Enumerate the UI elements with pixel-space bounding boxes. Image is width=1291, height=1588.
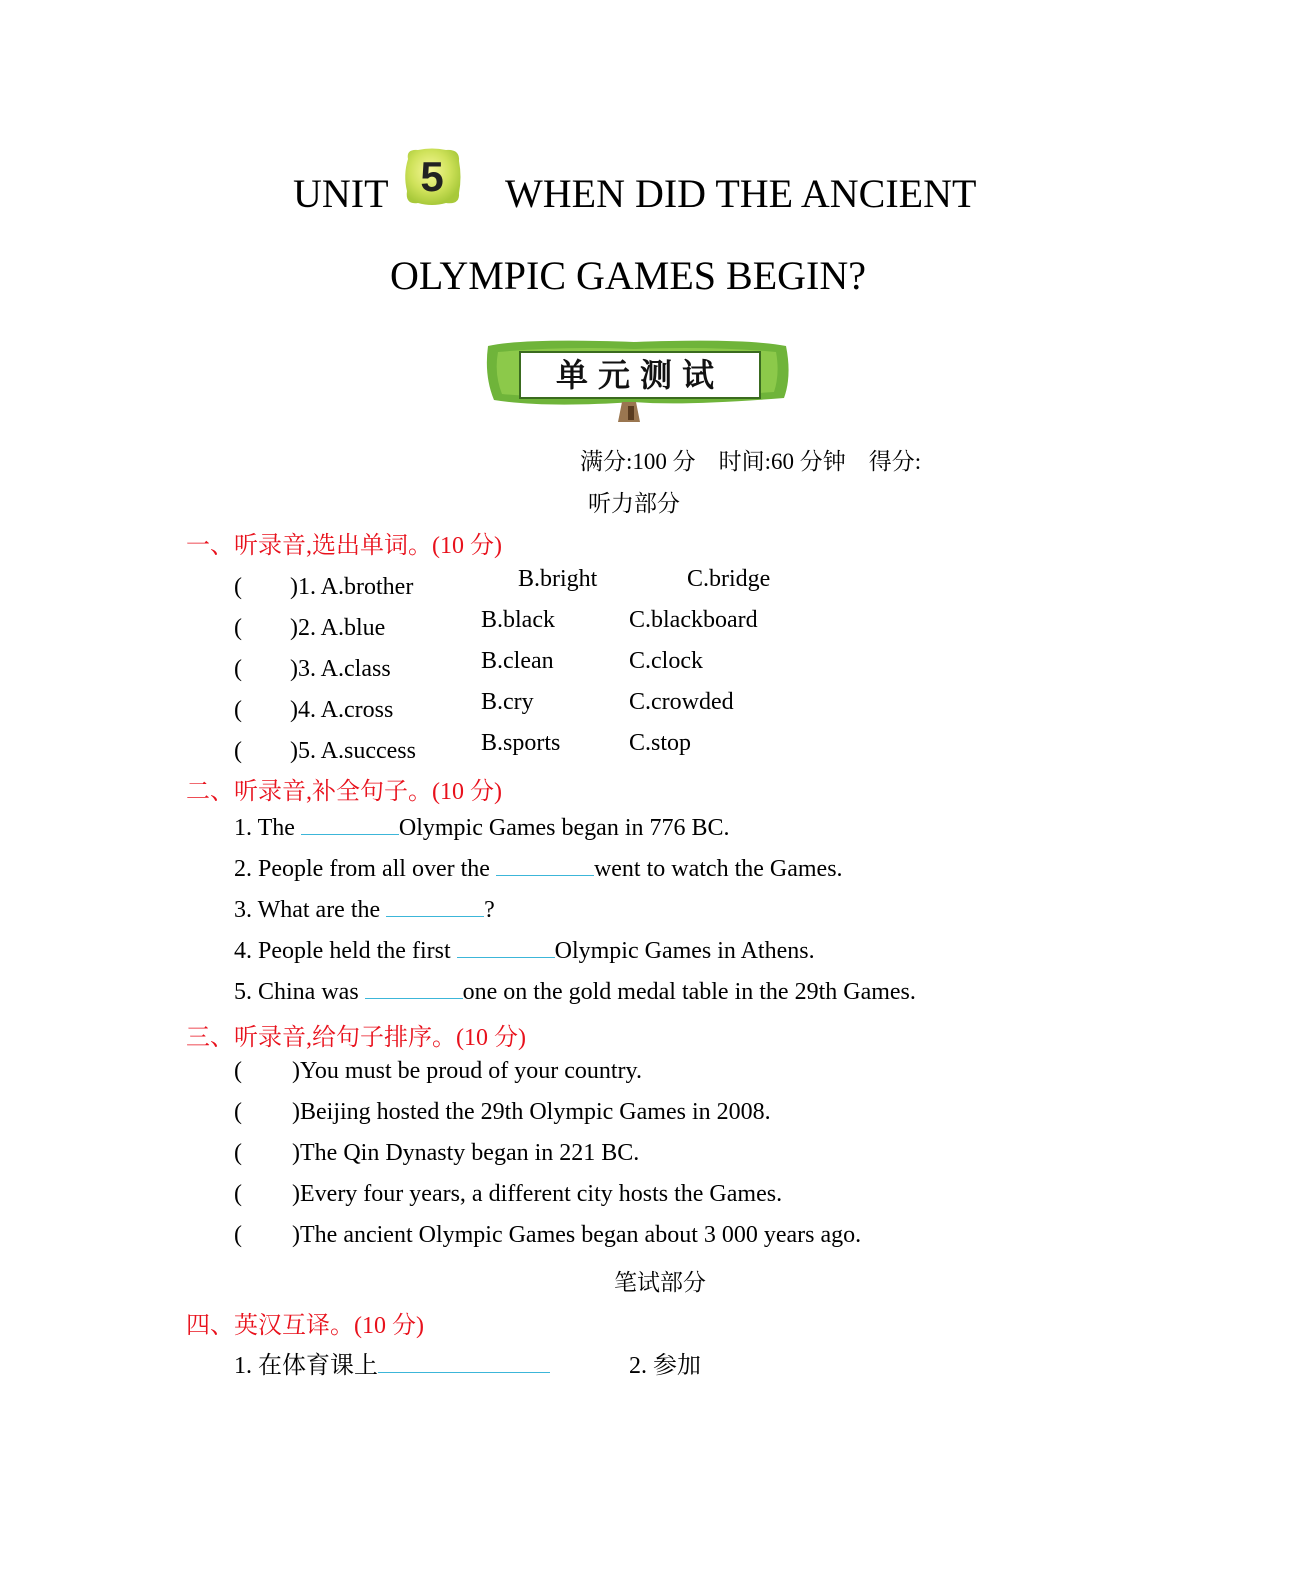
s2-text-before: 4. People held the first <box>234 938 457 964</box>
s1-option-c: C.blackboard <box>629 607 758 633</box>
s1-option-b: B.clean <box>481 648 554 674</box>
section-3-heading: 三、听录音,给句子排序。(10 分) <box>186 1025 526 1051</box>
s3-paren-open: ( <box>234 1222 242 1248</box>
s1-item-1 <box>234 566 413 601</box>
s4-item-2: 2. 参加 <box>629 1353 701 1379</box>
s2-text-before: 3. What are the <box>234 897 387 923</box>
s1-item-number: ( )3. <box>234 656 316 682</box>
s3-paren-close: ) <box>292 1099 300 1125</box>
s1-item-2 <box>234 607 385 642</box>
s3-sentence <box>292 1222 861 1249</box>
s2-sentence-1 <box>234 812 730 842</box>
title-line-2: OLYMPIC GAMES BEGIN? <box>390 253 866 298</box>
s3-sentence <box>292 1181 782 1208</box>
unit-number-badge <box>400 145 464 209</box>
s1-item-3 <box>234 648 391 683</box>
s3-text: Every four years, a different city hosts the Games. <box>300 1181 783 1207</box>
s1-item-number: ( )4. <box>234 697 316 723</box>
unit-number: 5 <box>420 153 444 200</box>
s3-paren-close: ) <box>292 1058 300 1084</box>
s2-text-before: 1. The <box>234 815 301 841</box>
section-2-heading: 二、听录音,补全句子。(10 分) <box>186 779 502 805</box>
s2-text-after: one on the gold medal table in the 29th Games. <box>462 979 916 1005</box>
s3-paren-close: ) <box>292 1140 300 1166</box>
answer-blank[interactable] <box>378 1350 550 1373</box>
writing-heading: 笔试部分 <box>614 1270 706 1295</box>
answer-blank[interactable] <box>496 853 594 876</box>
score-info: 满分:100 分 时间:60 分钟 得分: <box>580 449 922 474</box>
s2-text-before: 5. China was <box>234 979 365 1005</box>
section-4-heading: 四、英汉互译。(10 分) <box>186 1313 424 1339</box>
s1-option-c: C.stop <box>629 730 692 756</box>
s2-text-after: went to watch the Games. <box>593 856 843 882</box>
s1-option-b: B.cry <box>481 689 534 715</box>
s2-text-after: Olympic Games in Athens. <box>554 938 815 964</box>
title-unit-word: UNIT <box>293 171 389 216</box>
s1-option-a: A.brother <box>320 574 414 600</box>
s3-sentence <box>292 1140 639 1167</box>
banner-label: 单元测试 <box>555 356 724 394</box>
s1-option-b: B.black <box>481 607 555 633</box>
s1-item-5 <box>234 730 416 765</box>
s3-paren-close: ) <box>292 1181 300 1207</box>
s1-option-a: A.blue <box>320 615 386 641</box>
s3-sentence <box>292 1099 771 1126</box>
s3-text: The Qin Dynasty began in 221 BC. <box>300 1140 640 1166</box>
s1-option-a: A.class <box>320 656 391 682</box>
s2-text-after: Olympic Games began in 776 BC. <box>398 815 730 841</box>
s1-option-b: B.sports <box>481 730 561 756</box>
answer-blank[interactable] <box>365 976 463 999</box>
s2-sentence-5 <box>234 976 916 1006</box>
s2-sentence-2 <box>234 853 843 883</box>
section-1-heading: 一、听录音,选出单词。(10 分) <box>186 533 502 559</box>
s1-option-b: B.bright <box>518 566 598 592</box>
s1-item-number: ( )2. <box>234 615 316 641</box>
s1-item-4 <box>234 689 393 724</box>
s3-paren-close: ) <box>292 1222 300 1248</box>
s2-text-before: 2. People from all over the <box>234 856 496 882</box>
s3-text: The ancient Olympic Games began about 3 000 years ago. <box>300 1222 862 1248</box>
s1-option-a: A.cross <box>320 697 394 723</box>
s1-option-c: C.clock <box>629 648 703 674</box>
unit-test-banner <box>484 336 794 426</box>
answer-blank[interactable] <box>386 894 484 917</box>
answer-blank[interactable] <box>301 812 399 835</box>
s1-option-c: C.crowded <box>629 689 734 715</box>
s2-sentence-4 <box>234 935 815 965</box>
s3-paren-open: ( <box>234 1099 242 1125</box>
listening-heading: 听力部分 <box>588 491 680 516</box>
answer-blank[interactable] <box>457 935 555 958</box>
s3-paren-open: ( <box>234 1181 242 1207</box>
s3-text: Beijing hosted the 29th Olympic Games in 2008. <box>300 1099 771 1125</box>
s4-item-1 <box>234 1345 550 1380</box>
s3-sentence <box>292 1058 642 1085</box>
s3-text: You must be proud of your country. <box>300 1058 642 1084</box>
s1-item-number: ( )1. <box>234 574 316 600</box>
s1-option-a: A.success <box>320 738 416 764</box>
s4-text: 1. 在体育课上 <box>234 1353 378 1379</box>
s3-paren-open: ( <box>234 1058 242 1084</box>
s2-sentence-3 <box>234 894 495 924</box>
title-line-1: WHEN DID THE ANCIENT <box>505 171 977 216</box>
s1-item-number: ( )5. <box>234 738 316 764</box>
s3-paren-open: ( <box>234 1140 242 1166</box>
s1-option-c: C.bridge <box>687 566 771 592</box>
s2-text-after: ? <box>484 897 495 923</box>
